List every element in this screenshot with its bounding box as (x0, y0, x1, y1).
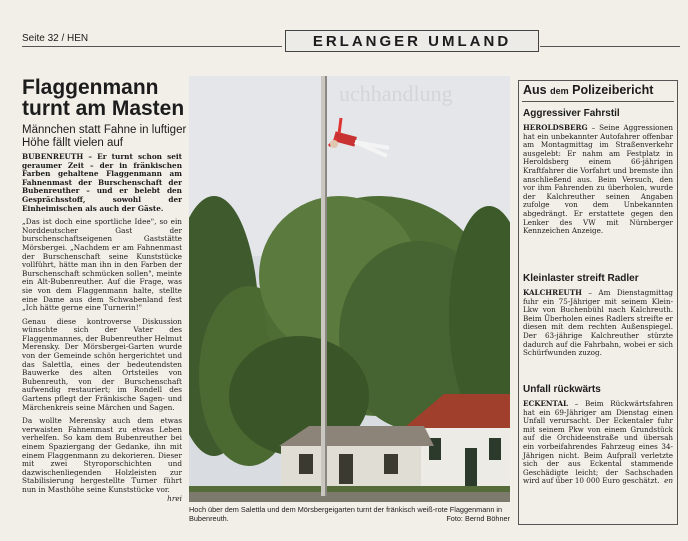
police-item (523, 384, 673, 486)
article-subhead: Männchen statt Fahne in luftiger Höhe fällt vielen auf (22, 124, 187, 149)
police-item-text: ECKENTAL – Beim Rückwärtsfahren hat ein 69-Jähriger am Dienstag einen Unfall verursacht. Der Eckentaler fuhr mit seinem Pkw von einem Grundstück auf die Orchideenstraße und übersah ein vorbeifahrendes Fahrzeug eines 34-Jährigen nicht. Beim Aufprall verletzte sich der aus Eckental stammende Geschädigte leicht; der Sachschaden wird auf über 10 000 Euro geschätzt. en (523, 399, 673, 486)
section-title: ERLANGER UMLAND (285, 30, 539, 52)
article-photo (189, 76, 510, 502)
author-initials: hrei (167, 493, 182, 503)
photo-caption: Hoch über dem Salettla und dem Mörsbergeigarten turnt der fränkisch weiß-rote Flaggenmann in Bubenreuth. Foto: Bernd Böhner (189, 505, 510, 523)
article-headline: Flaggenmann turnt am Masten (22, 76, 185, 120)
police-item-text: KALCHREUTH – Am Dienstagmittag fuhr ein 75-Jähriger mit seinem Klein-Lkw von Buchenbühl nach Kalchreuth. Beim Überholen eines Radlers streifte er diesen mit dem rechten Außenspiegel. Der 63-jährige Kalchreuther stürzte dadurch auf die Fahrbahn, wobei er sich Schürfwunden zuzog. (523, 288, 673, 358)
police-item-heading: Kleinlaster streift Radler (523, 273, 639, 284)
photo-flaggenmann-image (189, 76, 510, 502)
report-sign: en (664, 476, 673, 486)
page-number: Seite 32 / HEN (22, 33, 89, 44)
svg-text:uchhandlung: uchhandlung (339, 81, 453, 106)
police-item-heading: Aggressiver Fahrstil (523, 108, 620, 119)
article-paragraph: „Das ist doch eine sportliche Idee", so ein Norddeutscher Gast der burschenschaftseigenen Gaststätte Mörsbergei. „Nachdem er am Fahnenmast der Burschenschaft seine Kunststücke vollführt, hätte man ihn in den Farben der Burschenschaft schmücken sollen", meinte ein Alt-Bubenreuther. Auf die Frage, was sie von dem Flaggenmann halte, stellte eine Dame aus dem Schwabenland fest „Ich hätte gerne eine Turnerin!" (22, 217, 182, 313)
header-rule-left (22, 46, 282, 47)
article-paragraph: Da wollte Merensky auch dem etwas verwaisten Fahnenmast zu etwas Leben verhelfen. So kam dem Bubenreuther bei einem Spaziergang der Gedanke, ihn mit einem Flaggenmann zu dekorieren. Dieser mit zwei Styroporschichten und dazwischenliegenden Holzleisten zur Stabilisierung hergestellte Turner führt nun in Masthöhe seine Kunststücke vor. hrei (22, 416, 182, 503)
police-report-title: Aus dem Polizeibericht (523, 83, 654, 97)
police-item (523, 108, 673, 236)
article-body (22, 153, 182, 503)
police-item-text: HEROLDSBERG – Seine Aggressionen hat ein unbekannter Autofahrer offenbar am Montagmittag im Straßenverkehr ausgelebt: Er nahm am Festplatz in Heroldsberg einem 66-jährigen Kraftfahrer die Vorfahrt und bremste ihn anschließend aus. Beim Versuch, den vor ihm Fahrenden zu überholen, wurde der Kalchreuther seinen Angaben zufolge von dem Unbekannten abgedrängt. Er erstattete gegen den Lenker des VW mit Nürnberger Kennzeichen Anzeige. (523, 123, 673, 236)
header-rule-right (540, 46, 680, 47)
lead-place: BUBENREUTH (22, 152, 84, 161)
photo-credit: Foto: Bernd Böhner (446, 514, 510, 523)
article-lead: BUBENREUTH – Er turnt schon seit geraumer Zeit – der in fränkischen Farben gehaltene Flaggenmann am Fahnenmast der Burschenschaft der Bubenreuther – und er belebt den Gesprächsstoff, sowohl der Einheimischen als auch der Gäste. (22, 152, 182, 213)
police-item-heading: Unfall rückwärts (523, 384, 601, 395)
police-report-rule (522, 101, 674, 102)
article-paragraph: Genau diese kontroverse Diskussion wünschte sich der Vater des Flaggenmannes, der Bubenreuther Helmut Merensky. Der Mörsbergei-Garten wurde von der Gemeinde schön hergerichtet und das Salettla, eines der bedeutendsten Bauwerke des alten Ortsteiles von Bubenreuth, von der Burschenschaft aufwendig restauriert; im Rondell des Gartens pflegt der Fränkische Sagen- und Märchenkreis seine Märchen und Sagen. (22, 316, 182, 412)
police-item (523, 273, 673, 358)
